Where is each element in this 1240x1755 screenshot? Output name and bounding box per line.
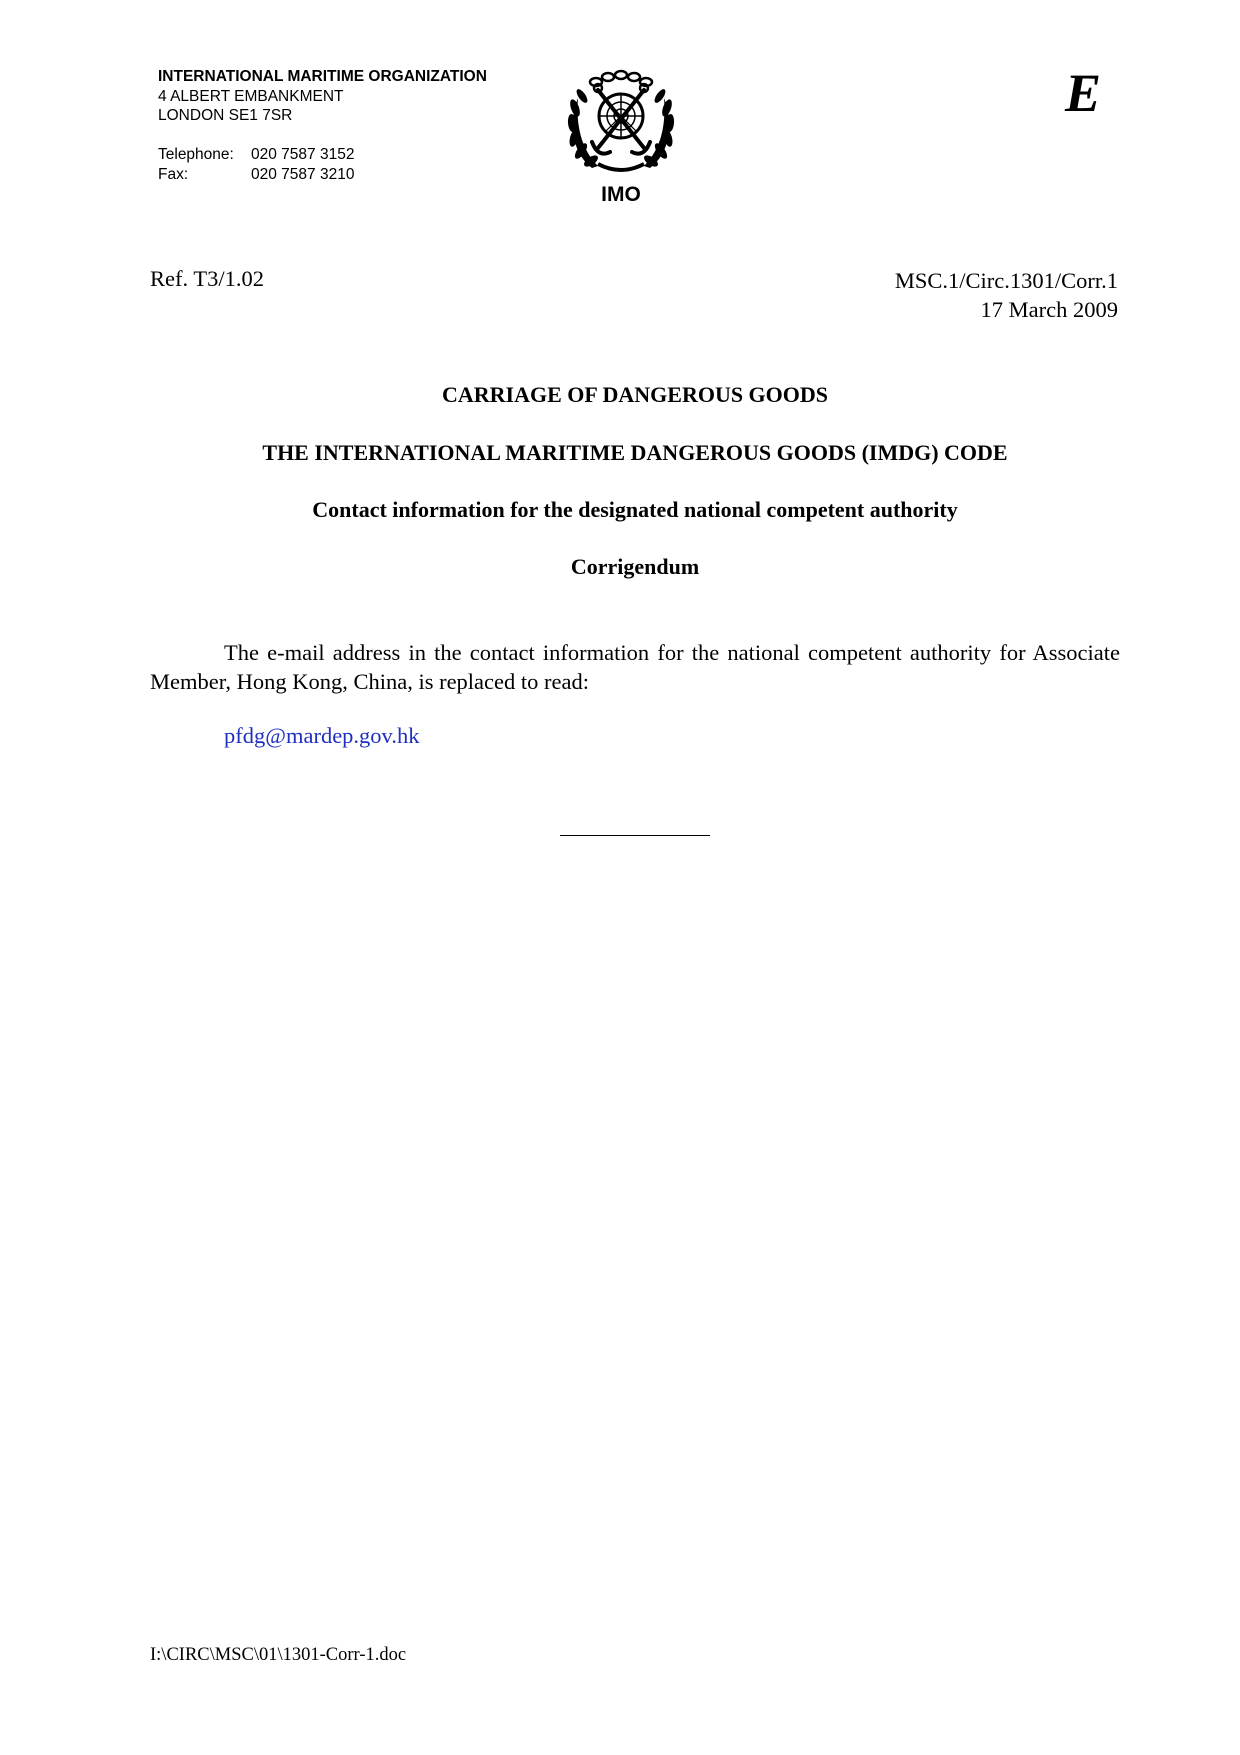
end-rule: [560, 835, 710, 836]
reference-number: Ref. T3/1.02: [150, 266, 264, 291]
fax-label: Fax:: [158, 165, 189, 183]
telephone-row: [158, 145, 354, 165]
file-path: I:\CIRC\MSC\01\1301-Corr-1.doc: [150, 1645, 407, 1665]
email-link[interactable]: pfdg@mardep.gov.hk: [224, 723, 420, 748]
title-carriage: CARRIAGE OF DANGEROUS GOODS: [441, 382, 829, 407]
telephone-value: 020 7587 3152: [251, 146, 355, 163]
imo-emblem-icon: [562, 68, 680, 176]
title-imdg-code: THE INTERNATIONAL MARITIME DANGEROUS GOODS (IMDG) CODE: [262, 440, 1008, 465]
fax-row: [158, 165, 354, 185]
document-date: 17 March 2009: [980, 297, 1118, 322]
document-number: MSC.1/Circ.1301/Corr.1: [894, 268, 1118, 293]
fax-value: 020 7587 3210: [251, 165, 355, 183]
logo-text: IMO: [601, 183, 641, 206]
organization-name: INTERNATIONAL MARITIME ORGANIZATION: [158, 68, 487, 85]
contact-block: [158, 145, 354, 184]
title-corrigendum: Corrigendum: [570, 554, 700, 579]
document-reference: [895, 266, 1118, 324]
telephone-label: Telephone:: [158, 146, 234, 163]
address-line-1: 4 ALBERT EMBANKMENT: [158, 87, 344, 105]
organization-address: [158, 67, 487, 126]
address-line-2: LONDON SE1 7SR: [158, 107, 293, 124]
language-mark: E: [1065, 63, 1102, 123]
body-paragraph: The e-mail address in the contact information for the national competent authority for Associate Member, Hong Kong, China, is replaced to read:: [150, 640, 1120, 694]
title-contact-info: Contact information for the designated national competent authority: [312, 497, 958, 522]
